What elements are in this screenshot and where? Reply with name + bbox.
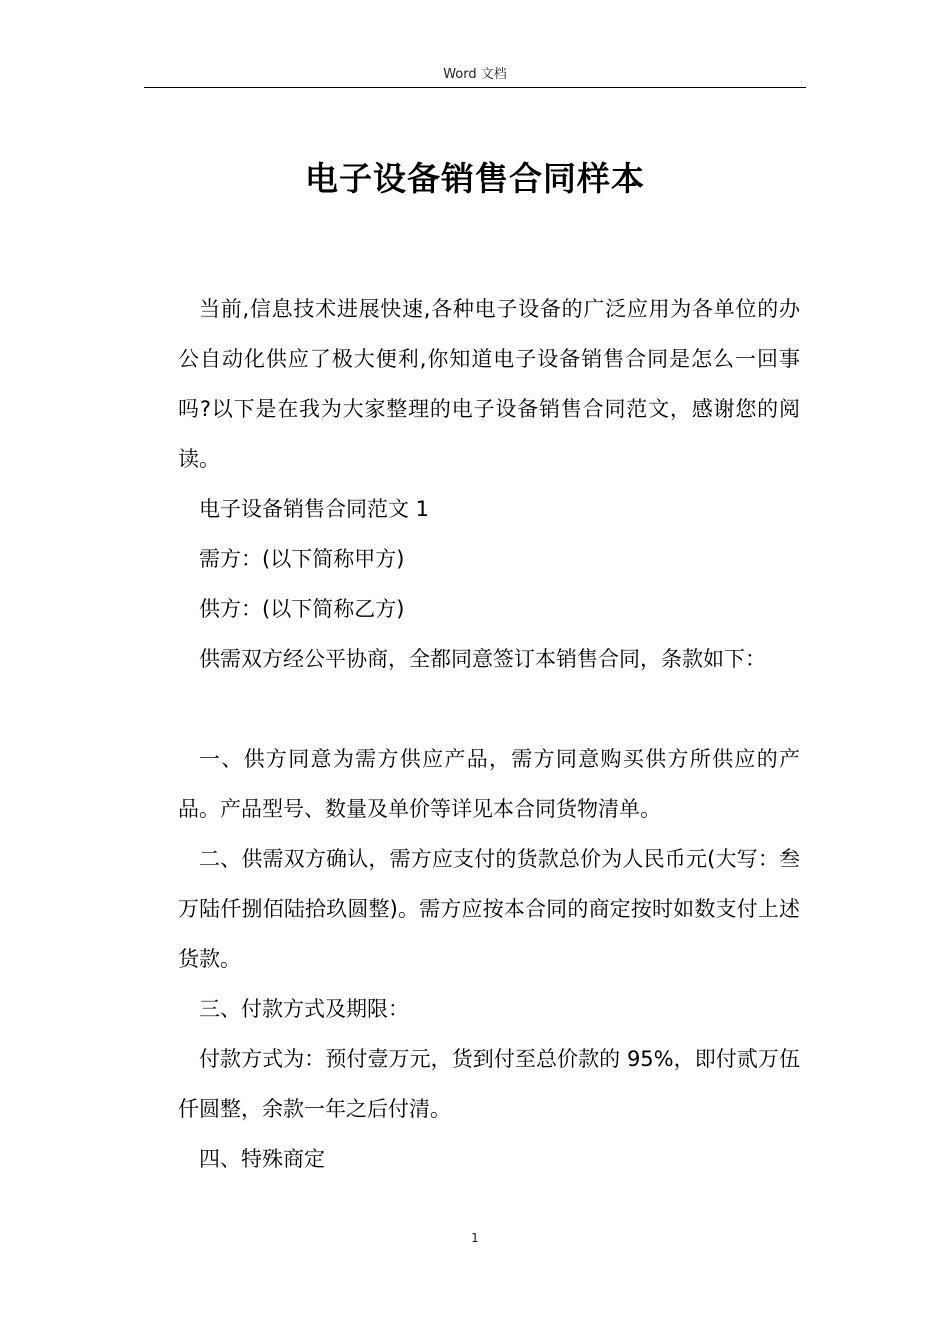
header-label: Word 文档 [443, 67, 507, 82]
page-number: 1 [471, 1231, 479, 1245]
clause-2: 二、供需双方确认，需方应支付的货款总价为人民币元(大写：叁万陆仟捌佰陆拾玖圆整)。需方应按本合同的商定按时如数支付上述货款。 [178, 847, 800, 971]
buyer-line: 需方：(以下简称甲方) [199, 547, 405, 571]
supplier-line: 供方：(以下简称乙方) [199, 597, 405, 621]
header-divider [144, 87, 806, 88]
document-body [178, 284, 800, 1184]
clause-4-heading: 四、特殊商定 [199, 1147, 325, 1171]
section-heading: 电子设备销售合同范文 1 [199, 497, 430, 521]
document-title: 电子设备销售合同样本 [305, 159, 645, 198]
intro-paragraph: 当前,信息技术进展快速,各种电子设备的广泛应用为各单位的办公自动化供应了极大便利,你知道电子设备销售合同是怎么一回事吗?以下是在我为大家整理的电子设备销售合同范文，感谢您的阅读。 [178, 297, 800, 471]
agreement-line: 供需双方经公平协商，全都同意签订本销售合同，条款如下： [199, 647, 766, 671]
clause-1: 一、供方同意为需方供应产品，需方同意购买供方所供应的产品。产品型号、数量及单价等详见本合同货物清单。 [178, 747, 800, 821]
clause-3-payment: 付款方式为：预付壹万元，货到付至总价款的 95%，即付贰万伍仟圆整，余款一年之后付清。 [178, 1047, 800, 1121]
clause-3-heading: 三、付款方式及期限： [199, 997, 409, 1021]
